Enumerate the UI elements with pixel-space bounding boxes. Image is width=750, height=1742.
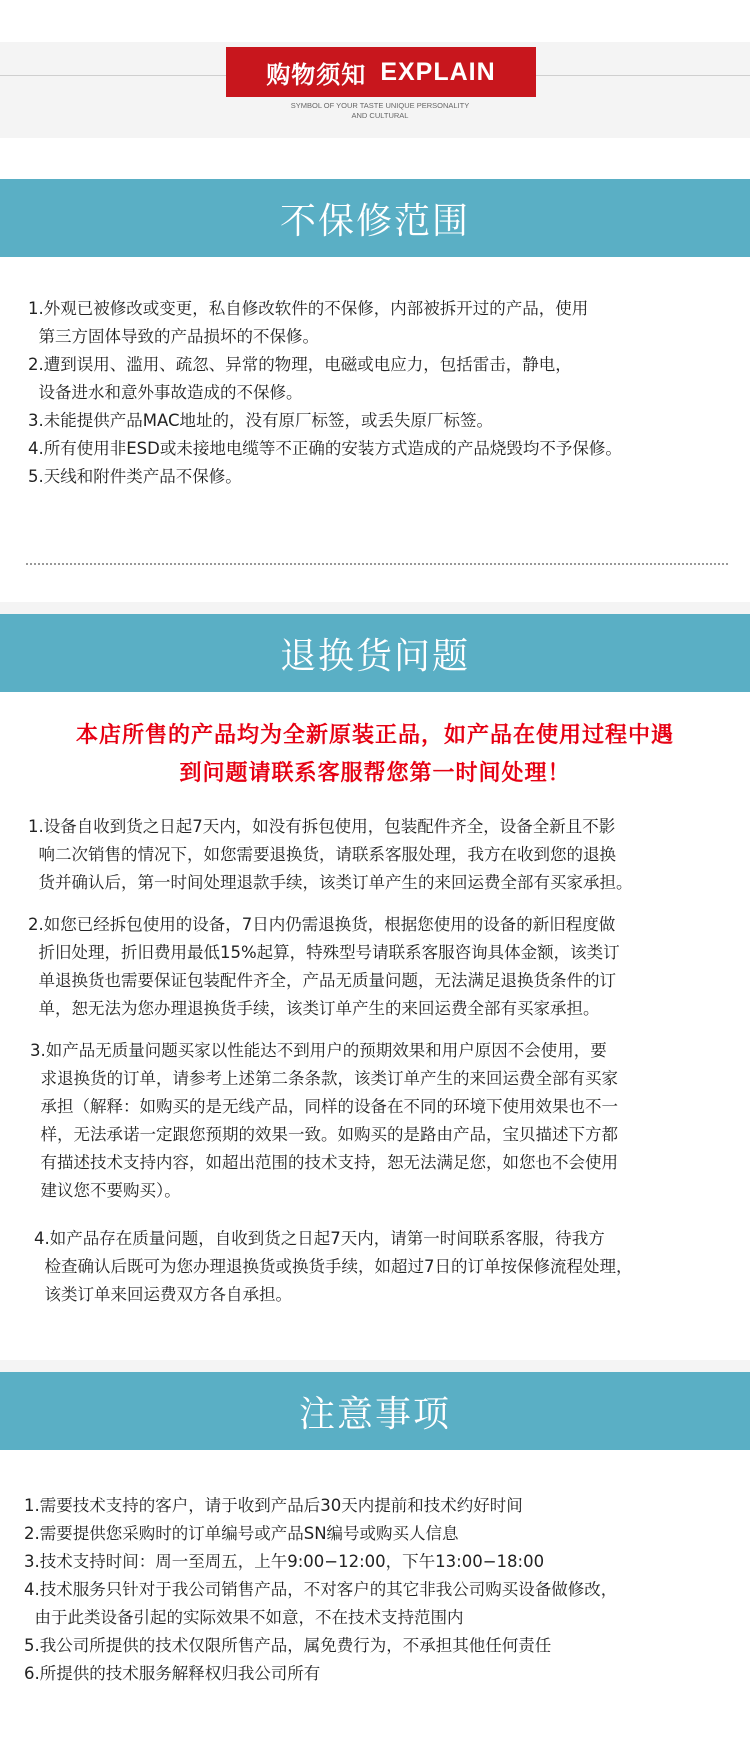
list-item: 3.未能提供产品MAC地址的，没有原厂标签，或丢失原厂标签。: [28, 411, 493, 430]
list-item: 2.如您已经拆包使用的设备，7日内仍需退换货，根据您使用的设备的新旧程度做: [28, 915, 616, 934]
explain-title-box: [226, 47, 536, 97]
section-title-notes: 注意事项: [298, 1393, 451, 1435]
section-banner-warranty: [0, 179, 750, 257]
list-item: 样，无法承诺一定跟您预期的效果一致。如购买的是路由产品，宝贝描述下方都: [30, 1125, 618, 1144]
list-item: 1.外观已被修改或变更，私自修改软件的不保修，内部被拆开过的产品，使用: [28, 299, 589, 318]
section-gap: [0, 1360, 750, 1372]
list-item: 4.所有使用非ESD或未接地电缆等不正确的安装方式造成的产品烧毁均不予保修。: [28, 439, 622, 458]
list-item: 设备进水和意外事故造成的不保修。: [28, 383, 303, 402]
list-item: 1.设备自收到货之日起7天内，如没有拆包使用，包装配件齐全，设备全新且不影: [28, 817, 616, 836]
list-item: 2.需要提供您采购时的订单编号或产品SN编号或购买人信息: [24, 1524, 459, 1543]
section-banner-returns: [0, 614, 750, 692]
list-item: 3.如产品无质量问题买家以性能达不到用户的预期效果和用户原因不会使用，要: [30, 1041, 607, 1060]
list-item: 单，恕无法为您办理退换货手续，该类订单产生的来回运费全部有买家承担。: [28, 999, 600, 1018]
list-item: 响二次销售的情况下，如您需要退换货，请联系客服处理，我方在收到您的退换: [28, 845, 616, 864]
header-title-cn: 购物须知: [266, 60, 367, 89]
list-item: 2.遭到误用、滥用、疏忽、异常的物理，电磁或电应力，包括雷击，静电，: [28, 355, 572, 374]
list-item: 5.我公司所提供的技术仅限所售产品，属免费行为，不承担其他任何责任: [24, 1636, 552, 1655]
list-item: 折旧处理，折旧费用最低15%起算，特殊型号请联系客服咨询具体金额，该类订: [28, 943, 620, 962]
notice-line-2: 到问题请联系客服帮您第一时间处理！: [179, 761, 571, 786]
returns-para-2: [28, 911, 620, 1023]
list-item: 建议您不要购买）。: [30, 1181, 181, 1200]
list-item: 单退换货也需要保证包装配件齐全，产品无质量问题，无法满足退换货条件的订: [28, 971, 616, 990]
tagline-line-1: SYMBOL OF YOUR TASTE UNIQUE PERSONALITY: [290, 101, 470, 110]
list-item: 检查确认后既可为您办理退换货或换货手续，如超过7日的订单按保修流程处理，: [34, 1257, 633, 1276]
list-item: 由于此类设备引起的实际效果不如意，不在技术支持范围内: [24, 1608, 464, 1627]
section-title-returns: 退换货问题: [279, 635, 470, 677]
dotted-divider: [26, 563, 728, 565]
header-title-en: EXPLAIN: [380, 57, 496, 86]
returns-para-4: [34, 1225, 633, 1309]
returns-notice: [0, 717, 750, 793]
section-banner-notes: [0, 1372, 750, 1450]
notice-line-1: 本店所售的产品均为全新原装正品，如产品在使用过程中遇: [75, 723, 674, 748]
tagline-line-2: AND CULTURAL: [351, 111, 409, 120]
list-item: 3.技术支持时间：周一至周五，上午9:00−12:00，下午13:00−18:00: [24, 1552, 545, 1571]
list-item: 货并确认后，第一时间处理退款手续，该类订单产生的来回运费全部有买家承担。: [28, 873, 633, 892]
list-item: 第三方固体导致的产品损坏的不保修。: [28, 327, 319, 346]
list-item: 6.所提供的技术服务解释权归我公司所有: [24, 1664, 321, 1683]
returns-para-1: [28, 813, 633, 897]
list-item: 承担（解释：如购买的是无线产品，同样的设备在不同的环境下使用效果也不一: [30, 1097, 618, 1116]
warranty-list: [28, 295, 622, 491]
list-item: 有描述技术支持内容，如超出范围的技术支持，恕无法满足您，如您也不会使用: [30, 1153, 618, 1172]
returns-para-3: [30, 1037, 618, 1205]
list-item: 该类订单来回运费双方各自承担。: [34, 1285, 292, 1304]
section-gap: [0, 602, 750, 614]
list-item: 求退换货的订单，请参考上述第二条条款，该类订单产生的来回运费全部有买家: [30, 1069, 618, 1088]
list-item: 5.天线和附件类产品不保修。: [28, 467, 242, 486]
header-tagline: [0, 101, 750, 121]
notes-list: [24, 1492, 617, 1688]
list-item: 1.需要技术支持的客户，请于收到产品后30天内提前和技术约好时间: [24, 1496, 523, 1515]
list-item: 4.如产品存在质量问题，自收到货之日起7天内，请第一时间联系客服，待我方: [34, 1229, 605, 1248]
section-title-warranty: 不保修范围: [279, 200, 470, 242]
list-item: 4.技术服务只针对于我公司销售产品，不对客户的其它非我公司购买设备做修改，: [24, 1580, 618, 1599]
